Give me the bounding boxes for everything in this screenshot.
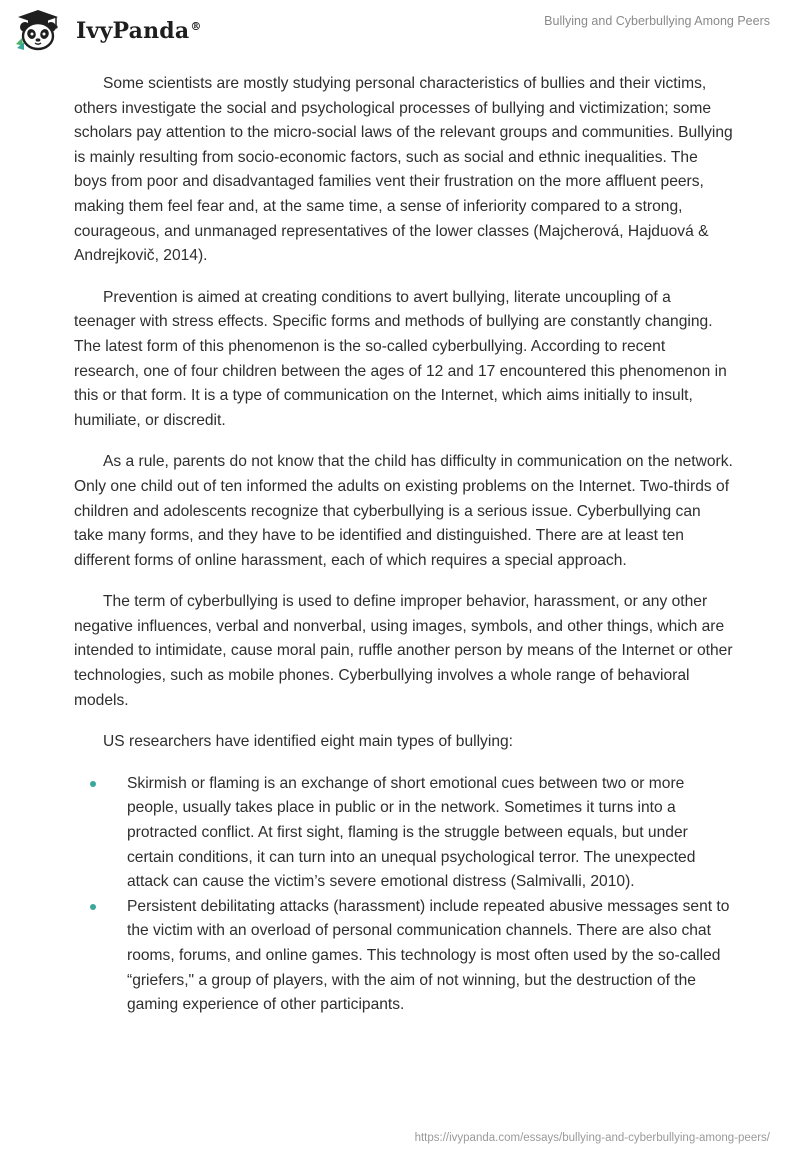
bullet-list [74,772,734,1018]
brand-logo[interactable] [14,8,202,52]
paragraph-2: Prevention is aimed at creating conditions to avert bullying, literate uncoupling of a teenager with stress effects. Specific forms and methods of bullying are constantly changing. The latest form of this phenomenon is the so-called cyberbullying. According to recent research, one of four children between the ages of 12 and 17 encountered this phenomenon in this or that form. It is a type of communication on the Internet, which aims initially to insult, humiliate, or discredit. [74,288,727,429]
panda-logo-icon [14,8,74,52]
list-item [74,895,734,1018]
page-header [0,0,800,62]
bullet-dot-icon [90,781,96,787]
paragraph-5: US researchers have identified eight main types of bullying: [103,733,513,751]
source-url-link[interactable]: https://ivypanda.com/essays/bullying-and-cyberbullying-among-peers/ [414,1132,770,1144]
bullet-dot-icon [90,904,96,910]
paragraph-3: As a rule, parents do not know that the child has difficulty in communication on the network. Only one child out of ten informed the adults on existing problems on the Internet. Two-thirds of children and adolescents recognize that cyberbullying is a serious issue. Cyberbullying can take many forms, and they have to be identified and distinguished. There are at least ten different forms of online harassment, each of which requires a special approach. [74,453,733,569]
brand-name: IvyPanda® [76,18,202,44]
document-title: Bullying and Cyberbullying Among Peers [544,14,770,28]
list-item-text: Persistent debilitating attacks (harassment) include repeated abusive messages sent to the victim with an overload of personal communication channels. There are also chat rooms, forums, and online games. This technology is most often used by the so-called “griefers," a group of players, with the aim of not winning, but the destruction of the gaming experience of other participants. [127,897,730,1014]
paragraph-1: Some scientists are mostly studying personal characteristics of bullies and their victims, others investigate the social and psychological processes of bullying and victimization; some scholars pay attention to the micro-social laws of the relevant groups and communities. Bullying is mainly resulting from socio-economic factors, such as social and ethnic inequalities. The boys from poor and disadvantaged families vent their frustration on the more affluent peers, making them feel fear and, at the same time, a sense of inferiority compared to a strong, courageous, and unmanaged representatives of the lower classes (Majcherová, Hajduová & Andrejkovič, 2014). [74,75,733,265]
registered-mark: ® [190,19,202,33]
list-item [74,772,734,895]
essay-body [74,72,734,1018]
list-item-text: Skirmish or flaming is an exchange of short emotional cues between two or more people, usually takes place in public or in the network. Sometimes it turns into a protracted conflict. At first sight, flaming is the struggle between equals, but under certain conditions, it can turn into an unequal psychological terror. The unexpected attack can cause the victim’s severe emotional distress (Salmivalli, 2010). [127,774,696,891]
paragraph-4: The term of cyberbullying is used to define improper behavior, harassment, or any other negative influences, verbal and nonverbal, using images, symbols, and other things, which are intended to intimidate, cause moral pain, ruffle another person by means of the Internet or other technologies, such as mobile phones. Cyberbullying involves a whole range of behavioral models. [74,593,733,709]
